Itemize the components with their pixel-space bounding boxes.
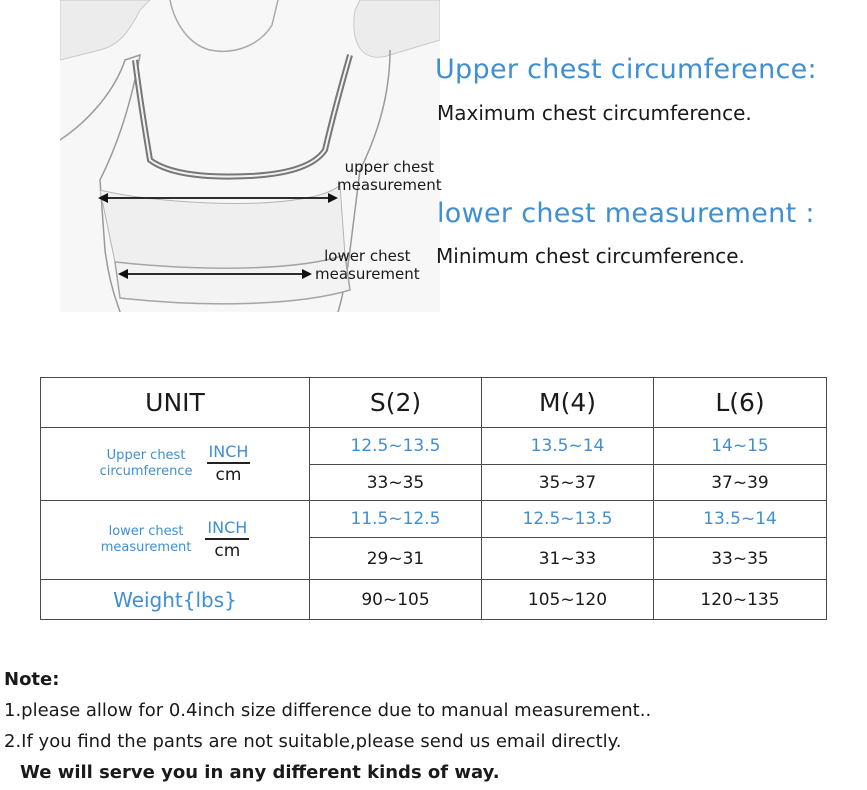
- upper-unit-inch: INCH: [207, 443, 251, 464]
- size-header-s: S(2): [310, 378, 482, 428]
- upper-unit-fraction: [207, 443, 251, 485]
- upper-label-text-2: circumference: [99, 464, 193, 479]
- lower-chest-row-label: [41, 501, 310, 580]
- upper-label-text-1: Upper chest: [106, 448, 186, 463]
- upper-inch-m: 13.5~14: [482, 428, 654, 465]
- lower-cm-m: 31~33: [482, 538, 654, 580]
- lower-chest-heading: lower chest measurement :: [437, 198, 815, 229]
- weight-label: Weight{lbs}: [41, 580, 310, 620]
- lower-unit-cm: cm: [214, 541, 241, 561]
- upper-label-line2: measurement: [337, 176, 442, 194]
- lower-label-line1: lower chest: [324, 247, 411, 265]
- lower-chest-description: Minimum chest circumference.: [436, 244, 745, 268]
- lower-cm-l: 33~35: [654, 538, 827, 580]
- lower-inch-l: 13.5~14: [654, 501, 827, 538]
- size-header-m: M(4): [482, 378, 654, 428]
- lower-label-text-1: lower chest: [108, 524, 184, 539]
- lower-inch-m: 12.5~13.5: [482, 501, 654, 538]
- lower-inch-row: [41, 501, 827, 538]
- upper-cm-m: 35~37: [482, 465, 654, 501]
- lower-label-line2: measurement: [315, 265, 420, 283]
- upper-unit-cm: cm: [215, 465, 242, 485]
- notes-title: Note:: [4, 669, 60, 690]
- upper-cm-s: 33~35: [310, 465, 482, 501]
- upper-label-line1: upper chest: [344, 158, 435, 176]
- notes-section: [4, 664, 651, 788]
- upper-chest-diagram-label: [337, 158, 442, 194]
- note-line-1: 1.please allow for 0.4inch size difference due to manual measurement..: [4, 700, 652, 721]
- upper-chest-description: Maximum chest circumference.: [437, 101, 752, 125]
- size-header-l: L(6): [654, 378, 827, 428]
- upper-cm-l: 37~39: [654, 465, 827, 501]
- weight-row: [41, 580, 827, 620]
- lower-chest-diagram-label: [315, 247, 420, 283]
- upper-inch-row: [41, 428, 827, 465]
- unit-header: UNIT: [41, 378, 310, 428]
- note-line-2: 2.If you find the pants are not suitable,please send us email directly.: [4, 731, 622, 752]
- lower-label-text-2: measurement: [100, 540, 192, 555]
- weight-l: 120~135: [654, 580, 827, 620]
- upper-chest-row-label: [41, 428, 310, 501]
- lower-inch-s: 11.5~12.5: [310, 501, 482, 538]
- weight-s: 90~105: [310, 580, 482, 620]
- upper-inch-s: 12.5~13.5: [310, 428, 482, 465]
- closing-statement: We will serve you in any different kinds of way.: [20, 762, 500, 783]
- upper-inch-l: 14~15: [654, 428, 827, 465]
- upper-chest-heading: Upper chest circumference:: [435, 54, 817, 85]
- lower-cm-s: 29~31: [310, 538, 482, 580]
- size-chart-table: [40, 377, 827, 620]
- weight-m: 105~120: [482, 580, 654, 620]
- lower-unit-fraction: [205, 519, 249, 561]
- lower-unit-inch: INCH: [205, 519, 249, 540]
- header-row: [41, 378, 827, 428]
